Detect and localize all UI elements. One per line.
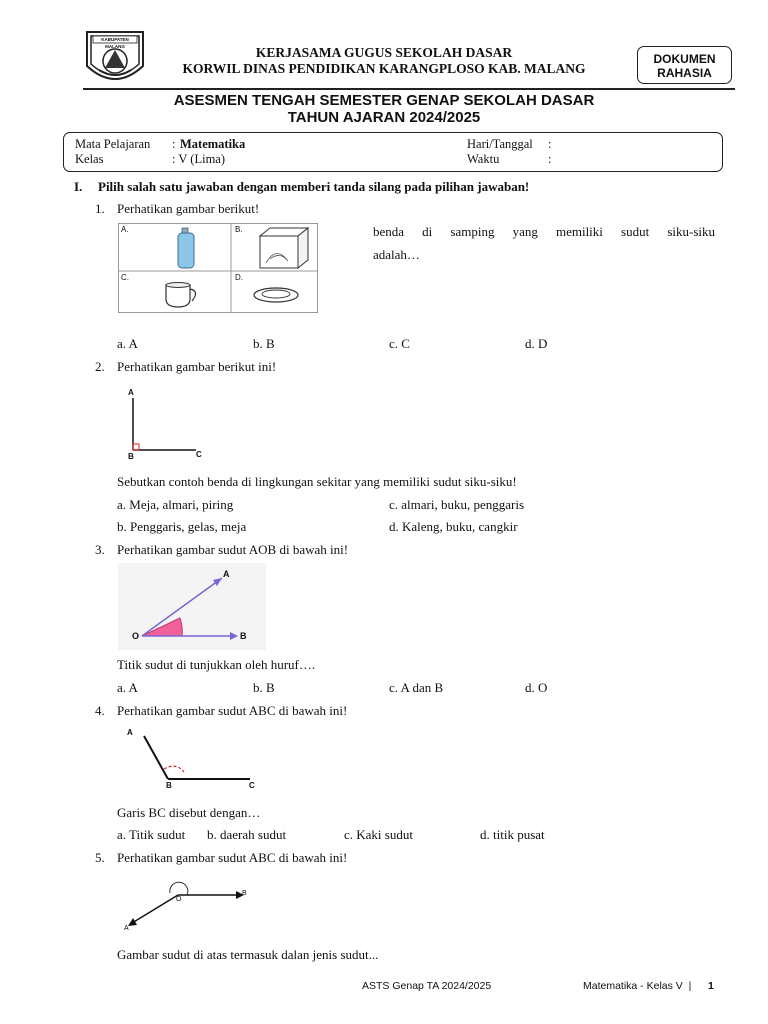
q3-option-a[interactable]: a. A — [117, 680, 138, 695]
q4-prompt: Perhatikan gambar sudut ABC di bawah ini! — [117, 703, 348, 718]
q3-option-d[interactable]: d. O — [525, 680, 548, 695]
q5-angle-figure — [118, 873, 258, 939]
q3-label-a: A — [223, 569, 230, 579]
q4-label-c: C — [249, 781, 255, 790]
q2-option-a[interactable]: a. Meja, almari, piring — [117, 497, 234, 512]
q3-label-b: B — [240, 631, 247, 641]
class-value: : V (Lima) — [172, 152, 226, 166]
q1-objects-figure — [118, 223, 318, 313]
q5-question: Gambar sudut di atas termasuk dalan jenis sudut... — [117, 947, 379, 962]
badge-line-2: RAHASIA — [657, 66, 712, 80]
header-line-1: KERJASAMA GUGUS SEKOLAH DASAR — [255, 45, 513, 60]
q1-image-label-d: D. — [235, 273, 243, 282]
logo-text: KABUPATEN MALANG — [101, 37, 129, 49]
q1-image-label-a: A. — [121, 225, 129, 234]
q2-right-angle-figure — [124, 388, 214, 464]
q4-option-b[interactable]: b. daerah sudut — [207, 827, 287, 842]
q1-option-d[interactable]: d. D — [525, 336, 548, 351]
subject-colon: : — [172, 137, 176, 151]
subject-value: Matematika — [180, 137, 246, 151]
q4-option-d[interactable]: d. titik pusat — [480, 827, 545, 842]
q1-side-line-1: benda di samping yang memiliki sudut siku-siku — [373, 224, 715, 239]
q3-option-c[interactable]: c. A dan B — [389, 680, 444, 695]
q4-number: 4. — [95, 703, 105, 718]
q3-question: Titik sudut di tunjukkan oleh huruf…. — [117, 657, 316, 672]
q5-label-o: O — [176, 896, 182, 903]
q2-option-c[interactable]: c. almari, buku, penggaris — [389, 497, 525, 512]
day-label: Hari/Tanggal — [467, 137, 533, 151]
q3-angle-figure — [118, 563, 266, 650]
section-instruction: Pilih salah satu jawaban dengan memberi tanda silang pada pilihan jawaban! — [98, 179, 530, 194]
q1-image-label-c: C. — [121, 273, 129, 282]
q1-number: 1. — [95, 201, 105, 216]
q4-question: Garis BC disebut dengan… — [117, 805, 261, 820]
q5-label-b: B — [242, 890, 247, 897]
q3-option-b[interactable]: b. B — [253, 680, 275, 695]
confidential-badge — [637, 46, 732, 84]
exam-year: TAHUN AJARAN 2024/2025 — [287, 109, 481, 126]
q2-option-b[interactable]: b. Penggaris, gelas, meja — [117, 519, 247, 534]
time-colon: : — [548, 152, 552, 166]
q2-prompt: Perhatikan gambar berikut ini! — [117, 359, 277, 374]
q1-option-b[interactable]: b. B — [253, 336, 275, 351]
section-number: I. — [74, 179, 83, 194]
header-divider — [83, 88, 735, 90]
badge-line-1: DOKUMEN — [653, 52, 716, 66]
q5-label-a: A — [124, 925, 129, 932]
q2-question: Sebutkan contoh benda di lingkungan sekitar yang memiliki sudut siku-siku! — [117, 474, 517, 489]
q3-number: 3. — [95, 542, 105, 557]
q5-number: 5. — [95, 850, 105, 865]
header-line-2: KORWIL DINAS PENDIDIKAN KARANGPLOSO KAB. MALANG — [182, 61, 586, 76]
footer-right: Matematika - Kelas V | — [583, 980, 692, 992]
class-label: Kelas — [75, 152, 104, 166]
q1-image-grid — [118, 223, 318, 313]
q4-label-b: B — [166, 781, 172, 790]
q1-option-c[interactable]: c. C — [389, 336, 410, 351]
q3-prompt: Perhatikan gambar sudut AOB di bawah ini! — [117, 542, 349, 557]
page-number: 1 — [708, 980, 714, 992]
time-label: Waktu — [467, 152, 500, 166]
obtuse-angle-diagram — [124, 726, 264, 796]
subject-label: Mata Pelajaran — [75, 137, 151, 151]
q1-prompt: Perhatikan gambar berikut! — [117, 201, 260, 216]
info-box — [63, 132, 723, 172]
q1-image-label-b: B. — [235, 225, 243, 234]
q3-label-o: O — [132, 631, 140, 641]
q2-label-c: C — [196, 450, 202, 459]
q2-option-d[interactable]: d. Kaleng, buku, cangkir — [389, 519, 518, 534]
day-colon: : — [548, 137, 552, 151]
q4-angle-figure — [124, 726, 264, 796]
q2-number: 2. — [95, 359, 105, 374]
q2-label-a: A — [128, 388, 134, 397]
reflex-angle-diagram — [118, 873, 258, 939]
q4-label-a: A — [127, 728, 133, 737]
q1-side-line-2: adalah… — [373, 247, 420, 262]
q1-option-a[interactable]: a. A — [117, 336, 138, 351]
exam-title: ASESMEN TENGAH SEMESTER GENAP SEKOLAH DASAR — [173, 92, 595, 109]
q4-option-a[interactable]: a. Titik sudut — [117, 827, 186, 842]
q5-prompt: Perhatikan gambar sudut ABC di bawah ini! — [117, 850, 348, 865]
q4-option-c[interactable]: c. Kaki sudut — [344, 827, 413, 842]
footer-left: ASTS Genap TA 2024/2025 — [362, 980, 492, 992]
q2-label-b: B — [128, 452, 134, 461]
